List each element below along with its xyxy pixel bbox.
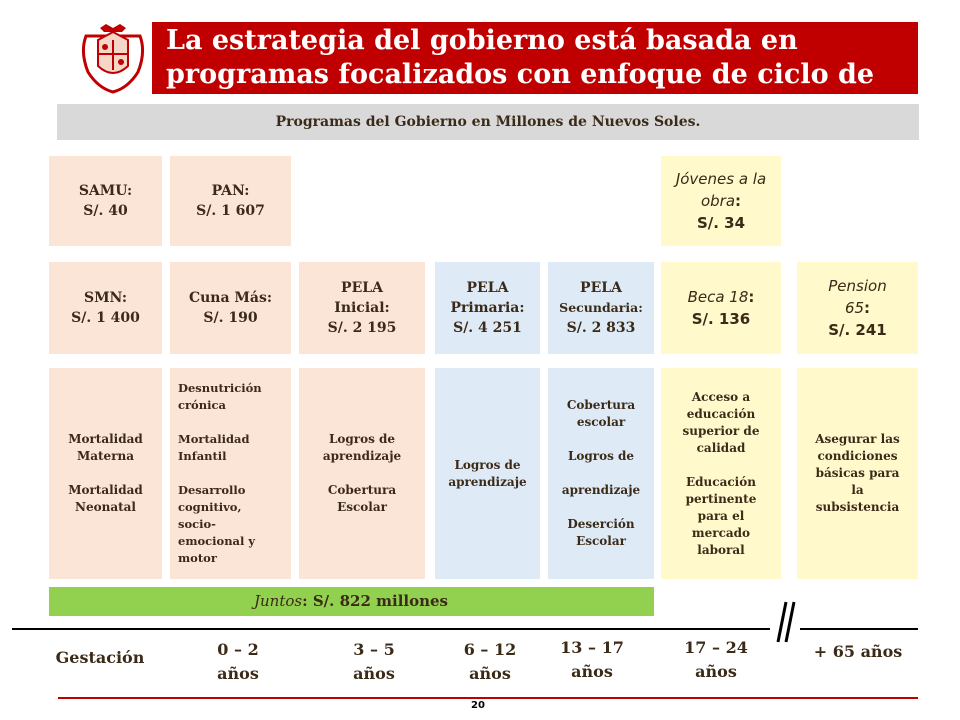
- pension-value: : S/. 241: [828, 299, 887, 339]
- age-65-plus: + 65 años: [813, 642, 903, 661]
- pela-secundaria-title: PELA: [580, 280, 622, 296]
- jovenes-outcomes-box: Acceso a educación superior de calidad Educación pertinente para el mercado laboral: [661, 368, 781, 579]
- gestacion-outcomes-box: Mortalidad Materna Mortalidad Neonatal: [49, 368, 162, 579]
- samu-box: SAMU: S/. 40: [49, 156, 162, 246]
- page-title: La estrategia del gobierno está basada en programas focalizados con enfoque de ciclo de: [166, 25, 875, 90]
- pela-primaria-box: PELA Primaria: S/. 4 251: [435, 262, 540, 354]
- title-bar: [152, 22, 918, 94]
- beca-name: Beca 18: [687, 288, 749, 306]
- age-3-5: 3 – 5 años: [353, 640, 395, 683]
- smn-box: SMN: S/. 1 400: [49, 262, 162, 354]
- age-6-12: 6 – 12 años: [463, 640, 517, 683]
- beca-value: : S/. 136: [691, 288, 755, 328]
- age-13-17: 13 – 17 años: [560, 638, 624, 681]
- age-17-24: 17 – 24 años: [684, 638, 748, 681]
- infancia-outcomes-box: Desnutrición crónica Mortalidad Infantil Desarrollo cognitivo, socio- emocional y motor: [170, 368, 291, 579]
- inicial-outcomes-box: Logros de aprendizaje Cobertura Escolar: [299, 368, 425, 579]
- pension-name: Pension 65: [828, 277, 887, 317]
- pela-inicial-box: PELA Inicial: S/. 2 195: [299, 262, 425, 354]
- footer-line: [58, 697, 918, 699]
- pan-box: PAN: S/. 1 607: [170, 156, 291, 246]
- age-gestacion: Gestación: [55, 648, 145, 667]
- juntos-value: : S/. 822 millones: [302, 592, 449, 610]
- page-number: 20: [471, 700, 485, 711]
- pela-secundaria-value: S/. 2 833: [566, 320, 636, 336]
- secundaria-outcomes-box: Cobertura escolar Logros de aprendizaje Deserción Escolar: [548, 368, 654, 579]
- peru-coat-of-arms-logo: [78, 22, 148, 94]
- primaria-outcomes-box: Logros de aprendizaje: [435, 368, 540, 579]
- age-0-2: 0 – 2 años: [217, 640, 259, 683]
- beca-18-box: [661, 262, 781, 354]
- juntos-name: Juntos: [254, 592, 303, 610]
- subtitle: Programas del Gobierno en Millones de Nuevos Soles.: [57, 104, 919, 140]
- mayores-outcomes-box: Asegurar las condiciones básicas para la subsistencia: [797, 368, 918, 579]
- juntos-bar: [49, 587, 654, 616]
- pension-65-box: [797, 262, 918, 354]
- jovenes-value: : S/. 34: [696, 192, 746, 232]
- jovenes-box: [661, 156, 781, 246]
- pela-secundaria-box: [548, 262, 654, 354]
- cuna-mas-box: Cuna Más: S/. 190: [170, 262, 291, 354]
- jovenes-name: Jóvenes a la obra: [675, 170, 767, 210]
- pela-secundaria-sub: Secundaria:: [559, 300, 643, 315]
